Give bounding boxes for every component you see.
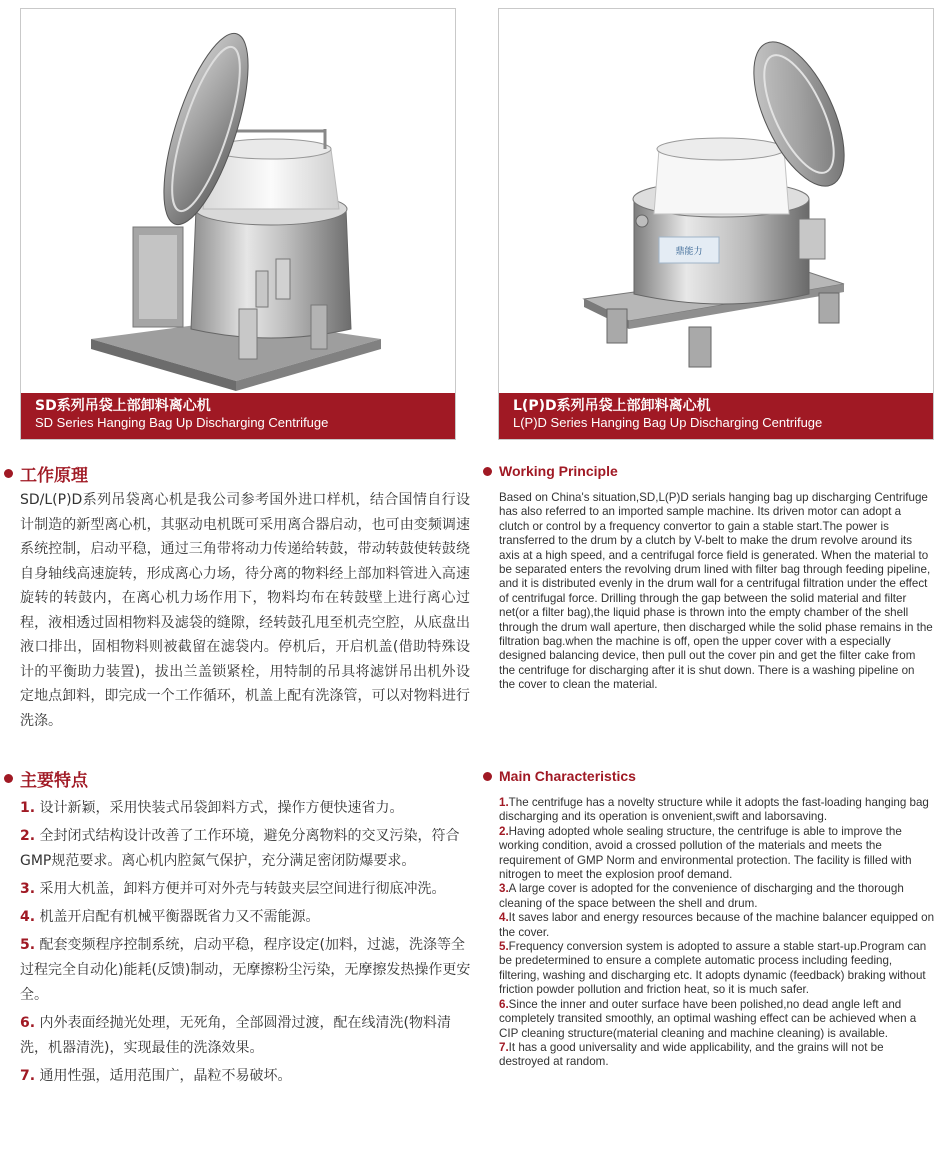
item-number: 4. xyxy=(499,911,509,925)
product-card-sd xyxy=(20,8,456,440)
item-number: 5. xyxy=(499,940,509,954)
item-text: The centrifuge has a novelty structure while it adopts the fast-loading hanging bag discharging and its operation is onvenient,swift and laborsaving. xyxy=(499,796,929,824)
brand-logo-text: 鼎能力 xyxy=(675,247,703,257)
item-text: 采用大机盖，卸料方便并可对外壳与转鼓夹层空间进行彻底冲洗。 xyxy=(39,881,446,897)
bullet-dot-icon xyxy=(4,774,13,783)
list-item xyxy=(20,905,472,930)
product-title-en: L(P)D Series Hanging Bag Up Discharging Centrifuge xyxy=(513,415,823,430)
main-characteristics-en-list xyxy=(499,796,935,1070)
list-item xyxy=(499,796,935,825)
section-heading-main-characteristics-en xyxy=(483,768,636,784)
list-item xyxy=(20,824,472,874)
product-title-cn: SD系列吊袋上部卸料离心机 xyxy=(35,398,211,414)
section-title: Main Characteristics xyxy=(499,768,636,784)
item-number: 3. xyxy=(20,881,36,897)
list-item xyxy=(499,882,935,911)
item-number: 7. xyxy=(499,1040,509,1054)
main-characteristics-cn-list xyxy=(20,796,472,1092)
product-title-cn: L(P)D系列吊袋上部卸料离心机 xyxy=(513,398,711,414)
section-title: 主要特点 xyxy=(20,771,88,791)
list-item xyxy=(20,1064,472,1089)
item-text: It has a good universality and wide applicability, and the grains will not be destroyed at random. xyxy=(499,1040,884,1069)
section-heading-main-characteristics-cn xyxy=(4,766,88,791)
item-number: 4. xyxy=(20,909,36,925)
item-number: 6. xyxy=(20,1015,36,1031)
list-item xyxy=(499,1041,935,1070)
item-number: 6. xyxy=(499,997,509,1011)
lpd-centrifuge-photo xyxy=(499,9,933,397)
product-caption-lpd xyxy=(499,393,933,439)
product-title-en: SD Series Hanging Bag Up Discharging Centrifuge xyxy=(35,415,329,430)
working-principle-cn-text: SD/L(P)D系列吊袋离心机是我公司参考国外进口样机，结合国情自行设计制造的新型离心机，其驱动电机既可采用离合器启动，也可由变频调速系统控制，启动平稳，通过三角带将动力传递给转鼓，带动转鼓使转鼓绕自身轴线高速旋转，形成离心力场，待分离的物料经上部加料管进入高速旋转的转鼓内，在离心机力场作用下，物料均布在转鼓壁上进行离心过程，液相透过固相物料及滤袋的缝隙，经转鼓孔甩至机壳空腔，从底盘出液口排出，固相物料则被截留在滤袋内。停机后，开启机盖(借助特殊设计的平衡助力装置)，拔出兰盖锁紧栓，用特制的吊具将滤饼吊出机外设定地点卸料，即完成一个工作循环，机盖上配有洗涤管，可以对物料进行洗涤。 xyxy=(20,492,470,729)
item-text: 设计新颖，采用快装式吊袋卸料方式，操作方便快速省力。 xyxy=(39,800,404,816)
item-text: It saves labor and energy resources because of the machine balancer equipped on the cover. xyxy=(499,911,935,939)
item-text: Since the inner and outer surface have been polished,no dead angle left and completely transited smoothly, an optimal washing effect can be achieved when a CIP cleaning structure(material cleaning and machine cleaning) is available. xyxy=(499,997,917,1040)
item-text: A large cover is adopted for the convenience of discharging and the thorough cleaning of the space between the shell and drum. xyxy=(499,882,904,910)
item-number: 3. xyxy=(499,882,509,896)
item-number: 2. xyxy=(20,828,36,844)
bullet-dot-icon xyxy=(483,772,492,781)
bullet-dot-icon xyxy=(483,467,492,476)
product-caption-sd xyxy=(21,393,455,439)
item-number: 2. xyxy=(499,824,509,838)
list-item xyxy=(20,933,472,1008)
item-text: 机盖开启配有机械平衡器既省力又不需能源。 xyxy=(39,909,320,925)
list-item xyxy=(499,998,935,1041)
list-item xyxy=(499,911,935,940)
item-number: 1. xyxy=(499,796,509,809)
section-heading-working-principle-en xyxy=(483,463,618,479)
section-title: 工作原理 xyxy=(20,466,88,486)
bullet-dot-icon xyxy=(4,469,13,478)
item-number: 5. xyxy=(20,937,36,953)
item-text: 内外表面经抛光处理，无死角，全部圆滑过渡，配在线清洗(物料清洗，机器清洗)，实现最佳的洗涤效果。 xyxy=(20,1015,451,1056)
list-item xyxy=(20,1011,472,1061)
list-item xyxy=(499,940,935,998)
product-card-lpd xyxy=(498,8,934,440)
section-title: Working Principle xyxy=(499,463,618,479)
list-item xyxy=(20,877,472,902)
sd-centrifuge-photo xyxy=(21,9,455,397)
item-text: Having adopted whole sealing structure, the centrifuge is able to improve the working condition, avoid a crossed pollution of the materials and meets the requirement of GMP Norm and environmental protection. The facility is filled with nitrogen to meet the explosion proof demand. xyxy=(499,824,912,882)
list-item xyxy=(499,825,935,883)
item-text: 配套变频程序控制系统，启动平稳，程序设定(加料，过滤，洗涤等全过程完全自动化)能耗(反馈)制动，无摩擦粉尘污染，无摩擦发热操作更安全。 xyxy=(20,937,471,1003)
section-heading-working-principle-cn xyxy=(4,461,88,486)
item-text: Frequency conversion system is adopted to assure a stable start-up.Program can be predetermined to ensure a complete automatic process including feeding, filtering, washing and discharging etc. It adopts dynamic (feedback) braking without friction powder pollution and friction heat, so it is much safer. xyxy=(499,940,927,997)
item-number: 7. xyxy=(20,1068,36,1084)
list-item xyxy=(20,796,472,821)
item-text: 通用性强，适用范围广，晶粒不易破坏。 xyxy=(39,1068,292,1084)
item-number: 1. xyxy=(20,800,36,816)
item-text: 全封闭式结构设计改善了工作环境，避免分离物料的交叉污染，符合GMP规范要求。离心机内腔氮气保护，充分满足密闭防爆要求。 xyxy=(20,828,460,869)
working-principle-en-text: Based on China's situation,SD,L(P)D serials hanging bag up discharging Centrifuge has also referred to an imported sample machine. Its driven motor can adopt a clutch or control by a frequency convertor to gain a stable start.The power is transferred to the drum by a clutch by V-belt to make the drum revolve around its axis at a high speed, and a centrifugal force field is generated. When the material to be separated enters the revolving drum lined with filter bag through feeding pipeline, and it is distributed evenly in the drum wall for a centrifugal filtration under the effect of centrifugal force. Drilling through the gap between the solid material and filter net(or a filter bag),the liquid phase is thrown into the empty chamber of the shell through the drum wall aperture, then discharged while the solid phase remains in the filtration bag.when the machine is off, open the upper cover with a especially designed balancing device, then pull out the cover pin and get the filter cake from the centrifuge for discharging after it is shut down. There is a washing pipeline on the cover to clean the material. xyxy=(499,491,933,692)
